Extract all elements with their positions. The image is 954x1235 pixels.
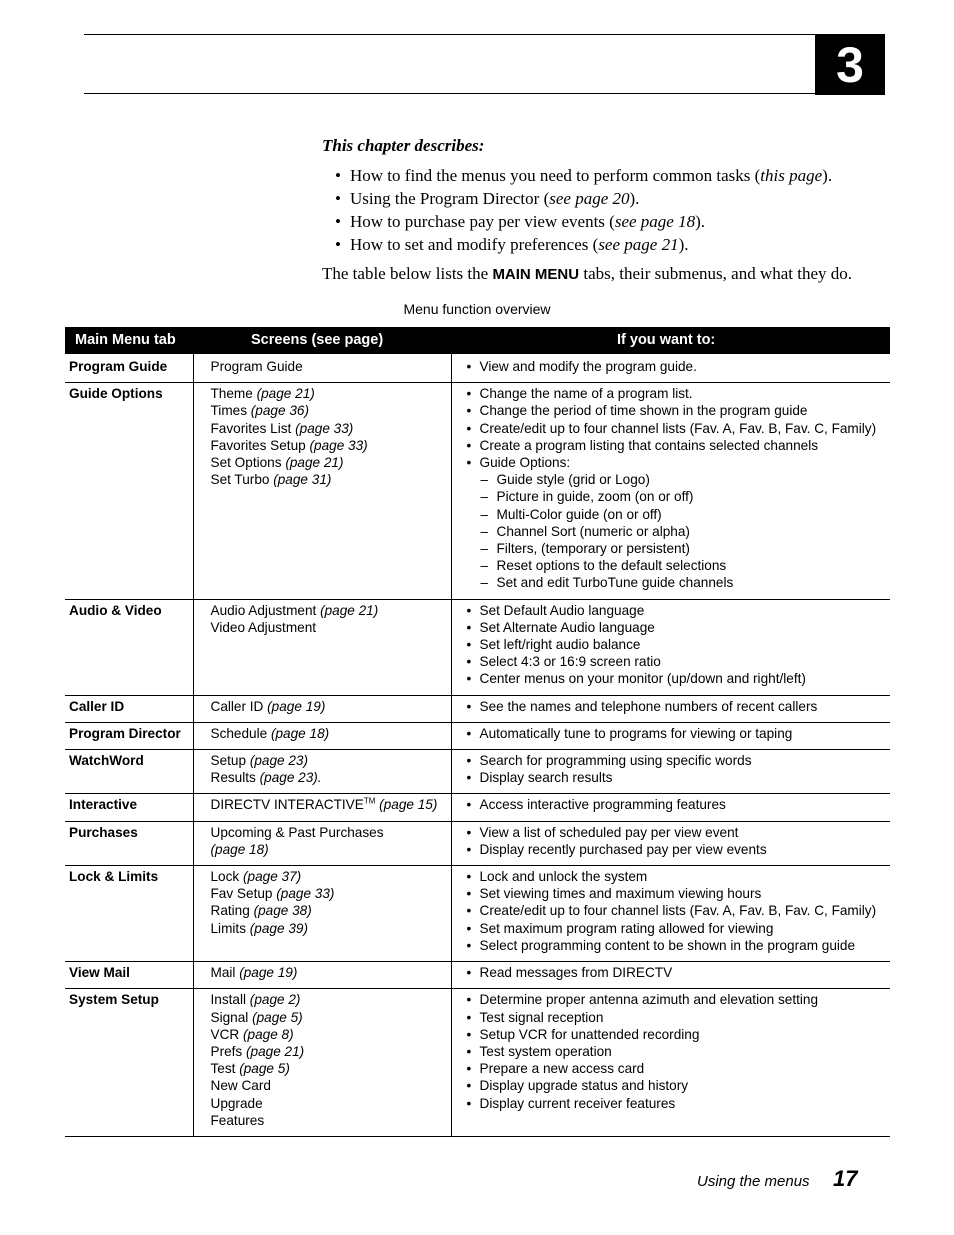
action-item: [467, 385, 891, 402]
screen-page-reference: (page 38): [253, 903, 312, 919]
bullet-glyph: •: [466, 619, 472, 635]
dash-glyph: –: [480, 541, 489, 557]
screen-name: DIRECTV INTERACTIVE: [210, 797, 364, 813]
screen-page-reference: (page 15): [375, 797, 438, 813]
action-text: Test system operation: [479, 1043, 612, 1059]
screen-name: Rating: [210, 903, 254, 919]
action-text: Multi-Color guide (on or off): [496, 506, 662, 522]
screen-name: Fav Setup: [210, 886, 277, 902]
bullet-glyph: •: [335, 212, 341, 231]
screen-entry: [211, 920, 451, 937]
action-item: [467, 1043, 891, 1060]
bullet-glyph: •: [466, 1061, 472, 1077]
screen-page-reference: (page 23).: [259, 770, 322, 786]
action-text: Channel Sort (numeric or alpha): [496, 523, 690, 539]
action-item: [467, 841, 891, 858]
action-subitem: [467, 488, 891, 505]
dash-glyph: –: [480, 523, 489, 539]
action-text: Select 4:3 or 16:9 screen ratio: [479, 654, 661, 670]
screen-name: Video Adjustment: [210, 619, 317, 635]
actions-cell: [451, 695, 890, 722]
action-item: [467, 698, 891, 715]
intro-bullet: [335, 210, 922, 233]
action-item: [467, 1095, 891, 1112]
action-text: Set left/right audio balance: [479, 637, 641, 653]
action-item: [467, 920, 891, 937]
action-subitem: [467, 540, 891, 557]
screen-page-reference: (page 23): [249, 753, 309, 769]
screen-page-reference: (page 21): [320, 602, 379, 618]
screen-name: Favorites List: [210, 420, 296, 436]
dash-glyph: –: [480, 558, 489, 574]
table-row: [65, 599, 890, 695]
action-text: Center menus on your monitor (up/down and right/left): [479, 671, 806, 687]
actions-cell: [451, 750, 890, 794]
action-text: Guide style (grid or Logo): [496, 472, 650, 488]
action-text: Display current receiver features: [479, 1095, 676, 1111]
page-reference: see page 18: [614, 212, 696, 231]
action-item: [467, 358, 891, 375]
dash-glyph: –: [480, 472, 489, 488]
bullet-glyph: •: [466, 903, 472, 919]
screen-entry: [211, 602, 451, 619]
action-subitem: [467, 506, 891, 523]
dash-glyph: –: [480, 489, 489, 505]
actions-cell: [451, 599, 890, 695]
chapter-number-badge: [815, 34, 885, 95]
screen-entry: [211, 454, 451, 471]
dash-glyph: –: [480, 506, 489, 522]
action-text: Set Alternate Audio language: [479, 619, 655, 635]
action-text: Set viewing times and maximum viewing hours: [479, 886, 762, 902]
screen-name: Results: [210, 770, 260, 786]
action-item: [467, 796, 891, 813]
screen-page-reference: (page 21): [285, 455, 344, 471]
intro-bullet-end: ).: [629, 189, 640, 208]
bullet-glyph: •: [466, 455, 472, 471]
action-text: Change the name of a program list.: [479, 386, 693, 402]
actions-cell: [451, 989, 890, 1137]
action-text: Access interactive programming features: [479, 797, 726, 813]
intro-bullet-text: How to set and modify preferences (: [350, 235, 599, 254]
screen-page-reference: (page 2): [249, 992, 301, 1008]
bullet-glyph: •: [466, 937, 472, 953]
screens-cell: [193, 962, 451, 989]
table-row: [65, 866, 890, 962]
header-rule-bottom: [84, 93, 815, 94]
intro-bullet-text: How to find the menus you need to perform common tasks (: [350, 166, 761, 185]
screen-entry: [211, 725, 451, 742]
chapter-number: 3: [836, 36, 864, 93]
screen-page-reference: (page 19): [267, 698, 326, 714]
menu-function-table: [65, 327, 890, 1137]
action-text: Set and edit TurboTune guide channels: [496, 575, 734, 591]
screen-name: New Card: [210, 1078, 271, 1094]
action-item: [467, 619, 891, 636]
screen-name: Set Turbo: [210, 472, 274, 488]
main-menu-tab-cell: Purchases: [69, 824, 138, 840]
action-subitem: [467, 557, 891, 574]
table-row: [65, 750, 890, 794]
action-text: Display recently purchased pay per view events: [479, 841, 767, 857]
intro-bullet-text: Using the Program Director (: [350, 189, 550, 208]
page-reference: see page 20: [549, 189, 630, 208]
main-menu-tab-cell: Program Guide: [69, 359, 168, 374]
bullet-glyph: •: [466, 637, 472, 653]
trademark-mark: TM: [363, 796, 376, 806]
action-item: [467, 991, 891, 1008]
table-row: [65, 383, 890, 599]
action-text: Determine proper antenna azimuth and elevation setting: [479, 992, 819, 1008]
screen-entry: [211, 402, 451, 419]
bullet-glyph: •: [466, 886, 472, 902]
table-row: [65, 794, 890, 821]
bullet-glyph: •: [466, 753, 472, 769]
bullet-glyph: •: [335, 189, 341, 208]
main-menu-tab-cell: WatchWord: [69, 753, 144, 769]
actions-cell: [451, 962, 890, 989]
main-menu-tab-cell: Interactive: [69, 797, 138, 813]
bullet-glyph: •: [466, 1078, 472, 1094]
action-text: View a list of scheduled pay per view event: [479, 824, 739, 840]
action-item: [467, 824, 891, 841]
action-text: Lock and unlock the system: [479, 869, 648, 885]
table-row: [65, 821, 890, 865]
bullet-glyph: •: [466, 725, 472, 741]
screen-page-reference: (page 37): [243, 869, 302, 885]
action-item: [467, 769, 891, 786]
intro-bullet-text: How to purchase pay per view events (: [350, 212, 615, 231]
action-text: Create a program listing that contains selected channels: [479, 437, 819, 453]
screen-page-reference: (page 18): [210, 841, 269, 857]
screens-cell: [193, 599, 451, 695]
action-item: [467, 670, 891, 687]
action-item: [467, 636, 891, 653]
action-text: Reset options to the default selections: [496, 558, 727, 574]
action-item: [467, 885, 891, 902]
intro-bullet: [335, 187, 922, 210]
intro-heading: This chapter describes:: [322, 136, 485, 155]
chapter-intro: [322, 134, 922, 286]
screen-entry: [211, 358, 451, 375]
screen-name: Times: [210, 403, 251, 419]
screen-entry: [211, 1060, 451, 1077]
action-text: See the names and telephone numbers of recent callers: [479, 698, 818, 714]
screen-entry: [211, 1043, 451, 1060]
main-menu-label: MAIN MENU: [492, 266, 580, 283]
action-text: Set maximum program rating allowed for viewing: [479, 920, 774, 936]
bullet-glyph: •: [466, 386, 472, 402]
main-menu-tab-cell: System Setup: [69, 992, 159, 1008]
screen-entry: [211, 991, 451, 1008]
bullet-glyph: •: [466, 869, 472, 885]
screen-entry: [211, 1026, 451, 1043]
table-row: [65, 354, 890, 383]
header-if-you-want-to: If you want to:: [451, 327, 890, 354]
action-item: [467, 1060, 891, 1077]
table-row: [65, 722, 890, 749]
screens-cell: [193, 722, 451, 749]
intro-summary: [322, 262, 922, 286]
screen-name: Features: [210, 1112, 265, 1128]
action-item: [467, 1009, 891, 1026]
screen-name: Audio Adjustment: [210, 602, 321, 618]
summary-text-after: tabs, their submenus, and what they do.: [579, 264, 853, 283]
screen-page-reference: (page 8): [242, 1026, 294, 1042]
screen-name: Upcoming & Past Purchases: [210, 824, 384, 840]
screen-name: Set Options: [210, 455, 286, 471]
screen-name: Favorites Setup: [210, 437, 310, 453]
action-item: [467, 868, 891, 885]
screen-entry: [211, 1112, 451, 1129]
main-menu-tab-cell: View Mail: [69, 965, 130, 981]
bullet-glyph: •: [466, 359, 472, 374]
screen-name: Limits: [210, 920, 250, 936]
bullet-glyph: •: [466, 965, 472, 981]
action-item: [467, 752, 891, 769]
screens-cell: [193, 750, 451, 794]
action-item: [467, 454, 891, 471]
action-item: [467, 437, 891, 454]
action-text: Test signal reception: [479, 1009, 604, 1025]
action-item: [467, 602, 891, 619]
screen-entry: [211, 1095, 451, 1112]
action-text: Setup VCR for unattended recording: [479, 1026, 700, 1042]
header-rule-top: [84, 34, 815, 35]
main-menu-tab-cell: Caller ID: [69, 698, 125, 714]
screen-entry: [211, 471, 451, 488]
action-text: Prepare a new access card: [479, 1061, 645, 1077]
screen-entry: [211, 964, 451, 981]
action-text: Picture in guide, zoom (on or off): [496, 489, 694, 505]
screen-entry: [211, 885, 451, 902]
page-number: 17: [833, 1166, 858, 1191]
bullet-glyph: •: [466, 841, 472, 857]
actions-cell: [451, 354, 890, 383]
bullet-glyph: •: [466, 770, 472, 786]
screen-page-reference: (page 33): [309, 437, 368, 453]
actions-cell: [451, 794, 890, 821]
main-menu-tab-cell: Audio & Video: [69, 602, 162, 618]
screen-page-reference: (page 39): [249, 920, 308, 936]
intro-bullet-end: ).: [678, 235, 689, 254]
screen-page-reference: (page 36): [250, 403, 309, 419]
main-menu-tab-cell: Lock & Limits: [69, 869, 159, 885]
table-row: [65, 989, 890, 1137]
screen-entry: [211, 796, 451, 813]
screen-name: Theme: [210, 386, 257, 402]
intro-bullet-end: ).: [822, 166, 833, 185]
bullet-glyph: •: [466, 1026, 472, 1042]
action-item: [467, 1077, 891, 1094]
table-header-row: [65, 327, 890, 354]
bullet-glyph: •: [466, 1043, 472, 1059]
action-text: Guide Options:: [479, 455, 571, 471]
action-text: Display upgrade status and history: [479, 1078, 689, 1094]
screen-name: Install: [210, 992, 250, 1008]
action-text: Search for programming using specific words: [479, 753, 752, 769]
main-menu-tab-cell: Guide Options: [69, 386, 163, 402]
screen-name: VCR: [210, 1026, 243, 1042]
screen-name: Schedule: [210, 725, 271, 741]
bullet-glyph: •: [466, 920, 472, 936]
action-text: Set Default Audio language: [479, 602, 645, 618]
screen-page-reference: (page 31): [273, 472, 332, 488]
action-item: [467, 902, 891, 919]
screens-cell: [193, 794, 451, 821]
table-row: [65, 962, 890, 989]
screen-name: Signal: [210, 1009, 253, 1025]
page-reference: see page 21: [598, 235, 679, 254]
action-text: Create/edit up to four channel lists (Fav. A, Fav. B, Fav. C, Family): [479, 903, 877, 919]
header-screens: Screens (see page): [193, 327, 451, 354]
actions-cell: [451, 383, 890, 599]
screen-entry: [211, 1077, 451, 1094]
screen-entry: [211, 619, 451, 636]
intro-bullet: [335, 164, 922, 187]
actions-cell: [451, 866, 890, 962]
screen-name: Prefs: [210, 1043, 247, 1059]
screen-entry: [211, 769, 451, 786]
action-text: Automatically tune to programs for viewing or taping: [479, 725, 793, 741]
bullet-glyph: •: [335, 166, 341, 185]
screen-name: Setup: [210, 753, 250, 769]
action-item: [467, 937, 891, 954]
screen-page-reference: (page 21): [256, 386, 315, 402]
screen-entry: [211, 698, 451, 715]
bullet-glyph: •: [466, 797, 472, 813]
screen-page-reference: (page 5): [252, 1009, 303, 1025]
screen-page-reference: (page 19): [239, 965, 298, 981]
bullet-glyph: •: [466, 1095, 472, 1111]
screens-cell: [193, 695, 451, 722]
action-text: Change the period of time shown in the program guide: [479, 403, 808, 419]
screen-page-reference: (page 21): [246, 1043, 305, 1059]
screen-name: Upgrade: [210, 1095, 263, 1111]
screen-name: Program Guide: [210, 359, 303, 374]
bullet-glyph: •: [466, 602, 472, 618]
screen-name: Lock: [210, 869, 243, 885]
bullet-glyph: •: [466, 992, 472, 1008]
screen-name: Caller ID: [210, 698, 268, 714]
bullet-glyph: •: [466, 824, 472, 840]
bullet-glyph: •: [466, 698, 472, 714]
table-body: [65, 354, 890, 1136]
screen-entry: [211, 752, 451, 769]
actions-cell: [451, 821, 890, 865]
page-reference: this page: [760, 166, 823, 185]
action-text: Display search results: [479, 770, 613, 786]
action-text: Create/edit up to four channel lists (Fav. A, Fav. B, Fav. C, Family): [479, 420, 877, 436]
action-subitem: [467, 574, 891, 591]
screen-entry: [211, 1009, 451, 1026]
screen-entry: [211, 385, 451, 402]
screen-page-reference: (page 18): [270, 725, 330, 741]
screen-page-reference: (page 33): [276, 886, 335, 902]
screens-cell: [193, 383, 451, 599]
screen-entry: [211, 868, 451, 885]
intro-bullet-list: [322, 164, 922, 256]
table-caption: Menu function overview: [403, 301, 551, 317]
table-row: [65, 695, 890, 722]
screen-entry: [211, 841, 451, 858]
action-text: Filters, (temporary or persistent): [496, 541, 690, 557]
screen-entry: [211, 420, 451, 437]
action-subitem: [467, 523, 891, 540]
screen-page-reference: (page 33): [295, 420, 354, 436]
action-item: [467, 725, 891, 742]
action-item: [467, 964, 891, 981]
screen-entry: [211, 824, 451, 841]
bullet-glyph: •: [466, 403, 472, 419]
footer-section-title: Using the menus: [697, 1173, 810, 1190]
screens-cell: [193, 989, 451, 1137]
screen-name: Mail: [210, 965, 240, 981]
bullet-glyph: •: [466, 437, 472, 453]
actions-cell: [451, 722, 890, 749]
action-item: [467, 420, 891, 437]
screen-entry: [211, 902, 451, 919]
screen-page-reference: (page 5): [239, 1061, 290, 1077]
bullet-glyph: •: [466, 654, 472, 670]
main-menu-tab-cell: Program Director: [69, 725, 181, 741]
bullet-glyph: •: [466, 420, 472, 436]
header-main-menu-tab: Main Menu tab: [65, 327, 193, 354]
action-subitem: [467, 471, 891, 488]
action-text: Read messages from DIRECTV: [479, 965, 673, 981]
intro-bullet-end: ).: [695, 212, 706, 231]
action-item: [467, 1026, 891, 1043]
action-item: [467, 402, 891, 419]
screen-entry: [211, 437, 451, 454]
action-text: Select programming content to be shown in the program guide: [479, 937, 856, 953]
dash-glyph: –: [480, 575, 489, 591]
screens-cell: [193, 821, 451, 865]
screens-cell: [193, 354, 451, 383]
summary-text-before: The table below lists the: [322, 264, 493, 283]
bullet-glyph: •: [466, 1009, 472, 1025]
action-text: View and modify the program guide.: [479, 359, 697, 374]
bullet-glyph: •: [335, 235, 341, 254]
intro-bullet: [335, 233, 922, 256]
screen-name: Test: [210, 1061, 240, 1077]
bullet-glyph: •: [466, 671, 472, 687]
screens-cell: [193, 866, 451, 962]
action-item: [467, 653, 891, 670]
